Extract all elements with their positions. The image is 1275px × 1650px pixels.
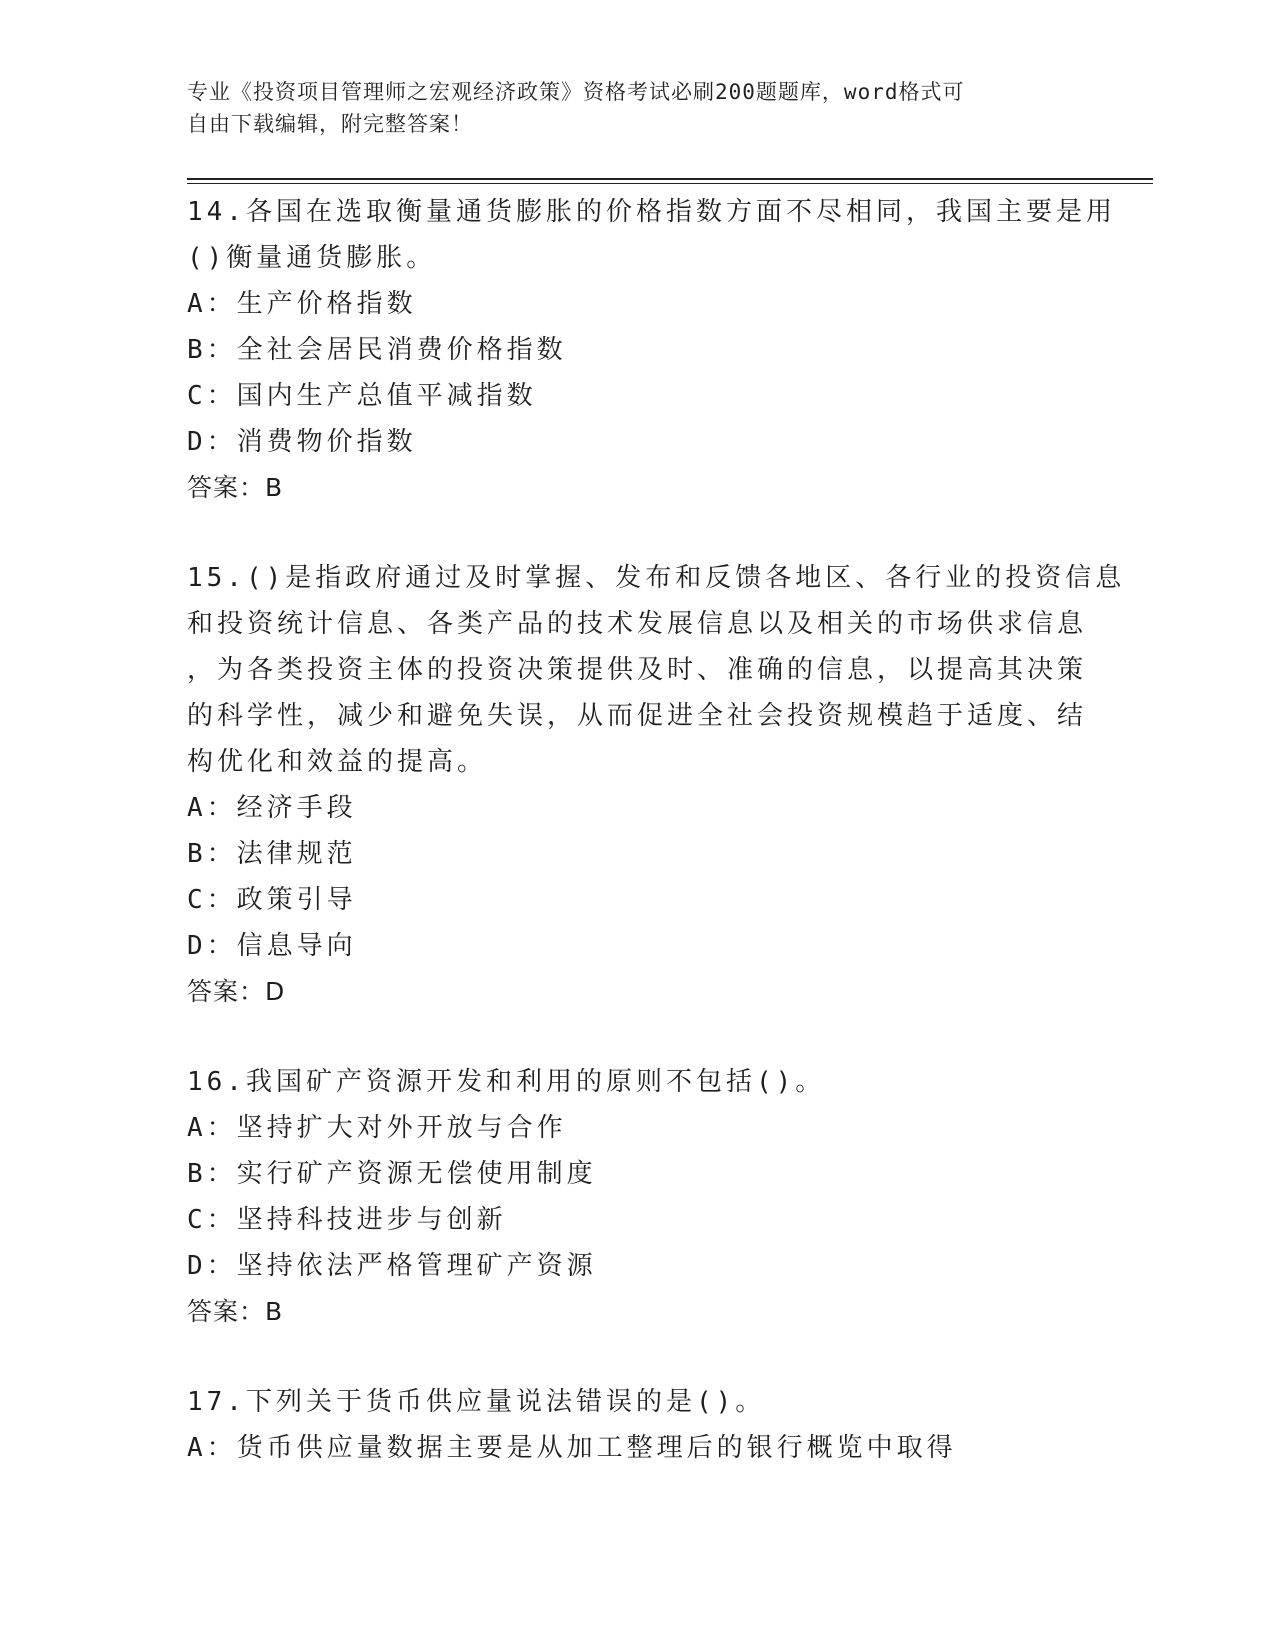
option-b: B：全社会居民消费价格指数	[187, 335, 567, 365]
question-14	[187, 189, 1116, 511]
question-stem-line: 和投资统计信息、各类产品的技术发展信息以及相关的市场供求信息	[187, 609, 1088, 639]
question-stem-line: 16.我国矿产资源开发和利用的原则不包括()。	[187, 1067, 826, 1097]
option-a: A：坚持扩大对外开放与合作	[187, 1113, 567, 1143]
answer-line: 答案：D	[187, 977, 286, 1006]
option-d: D：信息导向	[187, 931, 357, 961]
option-c: C：坚持科技进步与创新	[187, 1205, 507, 1235]
answer-line: 答案：B	[187, 473, 284, 502]
question-stem-line: 的科学性，减少和避免失误，从而促进全社会投资规模趋于适度、结	[187, 701, 1088, 731]
question-15	[187, 555, 1126, 1015]
header-line-2: 自由下载编辑，附完整答案！	[187, 112, 473, 136]
question-stem-line: 构优化和效益的提高。	[187, 747, 488, 777]
option-c: C：国内生产总值平减指数	[187, 381, 537, 411]
question-stem-line: 17.下列关于货币供应量说法错误的是()。	[187, 1387, 766, 1417]
question-stem-line: 15.()是指政府通过及时掌握、发布和反馈各地区、各行业的投资信息	[187, 563, 1126, 593]
question-16	[187, 1059, 1087, 1335]
header-divider-thick	[187, 178, 1153, 180]
option-a: A：生产价格指数	[187, 289, 417, 319]
question-list	[187, 189, 1126, 1471]
question-17	[187, 1379, 1087, 1471]
question-stem-line: ，为各类投资主体的投资决策提供及时、准确的信息，以提高其决策	[187, 655, 1088, 685]
option-a: A：货币供应量数据主要是从加工整理后的银行概览中取得	[187, 1433, 957, 1463]
option-d: D：消费物价指数	[187, 427, 417, 457]
question-stem-line: 14.各国在选取衡量通货膨胀的价格指数方面不尽相同，我国主要是用	[187, 197, 1116, 227]
document-header	[187, 76, 1087, 140]
header-divider-thin	[187, 183, 1153, 184]
option-c: C：政策引导	[187, 885, 357, 915]
option-a: A：经济手段	[187, 793, 357, 823]
question-stem-line: ()衡量通货膨胀。	[187, 243, 437, 273]
answer-line: 答案：B	[187, 1297, 284, 1326]
option-b: B：法律规范	[187, 839, 357, 869]
option-b: B：实行矿产资源无偿使用制度	[187, 1159, 597, 1189]
header-line-1: 专业《投资项目管理师之宏观经济政策》资格考试必刷200题题库，word格式可	[187, 80, 965, 104]
option-d: D：坚持依法严格管理矿产资源	[187, 1251, 597, 1281]
